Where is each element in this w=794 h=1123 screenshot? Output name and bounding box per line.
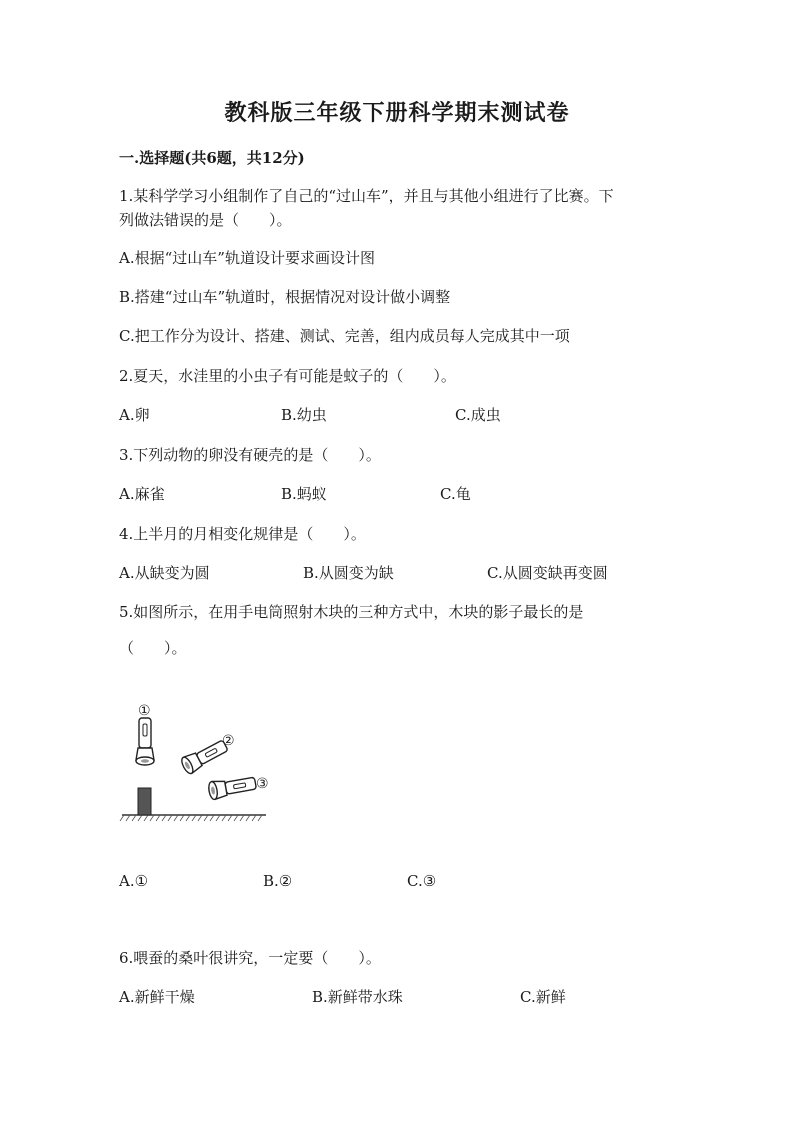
question-1-option-c: C.把工作分为设计、搭建、测试、完善，组内成员每人完成其中一项 bbox=[119, 327, 570, 345]
question-6-stem: 6.喂蚕的桑叶很讲究，一定要（ ）。 bbox=[119, 949, 381, 967]
flashlight-1-icon bbox=[136, 718, 154, 765]
question-1-stem-line-1: 1.某科学学习小组制作了自己的“过山车”，并且与其他小组进行了比赛。下 bbox=[119, 187, 614, 205]
question-4-option-b: B.从圆变为缺 bbox=[303, 564, 394, 582]
wooden-block bbox=[138, 788, 151, 815]
question-6-option-a: A.新鲜干燥 bbox=[119, 988, 195, 1006]
ground-line bbox=[120, 815, 266, 821]
question-3-stem: 3.下列动物的卵没有硬壳的是（ ）。 bbox=[119, 446, 381, 464]
question-4-option-c: C.从圆变缺再变圆 bbox=[487, 564, 608, 582]
flashlight-figure bbox=[116, 694, 296, 828]
question-5-option-b: B.② bbox=[263, 872, 293, 890]
question-1-option-b: B.搭建“过山车”轨道时，根据情况对设计做小调整 bbox=[119, 288, 451, 306]
question-5-stem-line-2: （ ）。 bbox=[119, 639, 187, 657]
question-2-option-b: B.幼虫 bbox=[281, 406, 327, 424]
flashlight-3-label: ③ bbox=[256, 776, 269, 792]
question-1-stem-line-2: 列做法错误的是（ ）。 bbox=[119, 211, 292, 229]
question-3-option-c: C.龟 bbox=[440, 485, 471, 503]
page-title: 教科版三年级下册科学期末测试卷 bbox=[224, 100, 570, 126]
question-3-option-a: A.麻雀 bbox=[119, 485, 165, 503]
question-5-option-a: A.① bbox=[119, 872, 149, 890]
question-3-option-b: B.蚂蚁 bbox=[281, 485, 327, 503]
question-6-option-c: C.新鲜 bbox=[520, 988, 566, 1006]
section-heading: 一.选择题(共6题，共12分) bbox=[119, 149, 305, 167]
question-4-stem: 4.上半月的月相变化规律是（ ）。 bbox=[119, 525, 366, 543]
question-1-option-a: A.根据“过山车”轨道设计要求画设计图 bbox=[119, 249, 375, 267]
question-2-stem: 2.夏天，水洼里的小虫子有可能是蚊子的（ ）。 bbox=[119, 367, 456, 385]
flashlight-1-label: ① bbox=[138, 703, 151, 719]
question-2-option-a: A.卵 bbox=[119, 406, 150, 424]
flashlight-3-icon bbox=[208, 774, 257, 800]
question-2-option-c: C.成虫 bbox=[455, 406, 501, 424]
question-4-option-a: A.从缺变为圆 bbox=[119, 564, 210, 582]
flashlight-2-label: ② bbox=[222, 733, 235, 749]
question-6-option-b: B.新鲜带水珠 bbox=[312, 988, 403, 1006]
question-5-option-c: C.③ bbox=[407, 872, 437, 890]
question-5-stem-line-1: 5.如图所示，在用手电筒照射木块的三种方式中，木块的影子最长的是 bbox=[119, 603, 584, 621]
